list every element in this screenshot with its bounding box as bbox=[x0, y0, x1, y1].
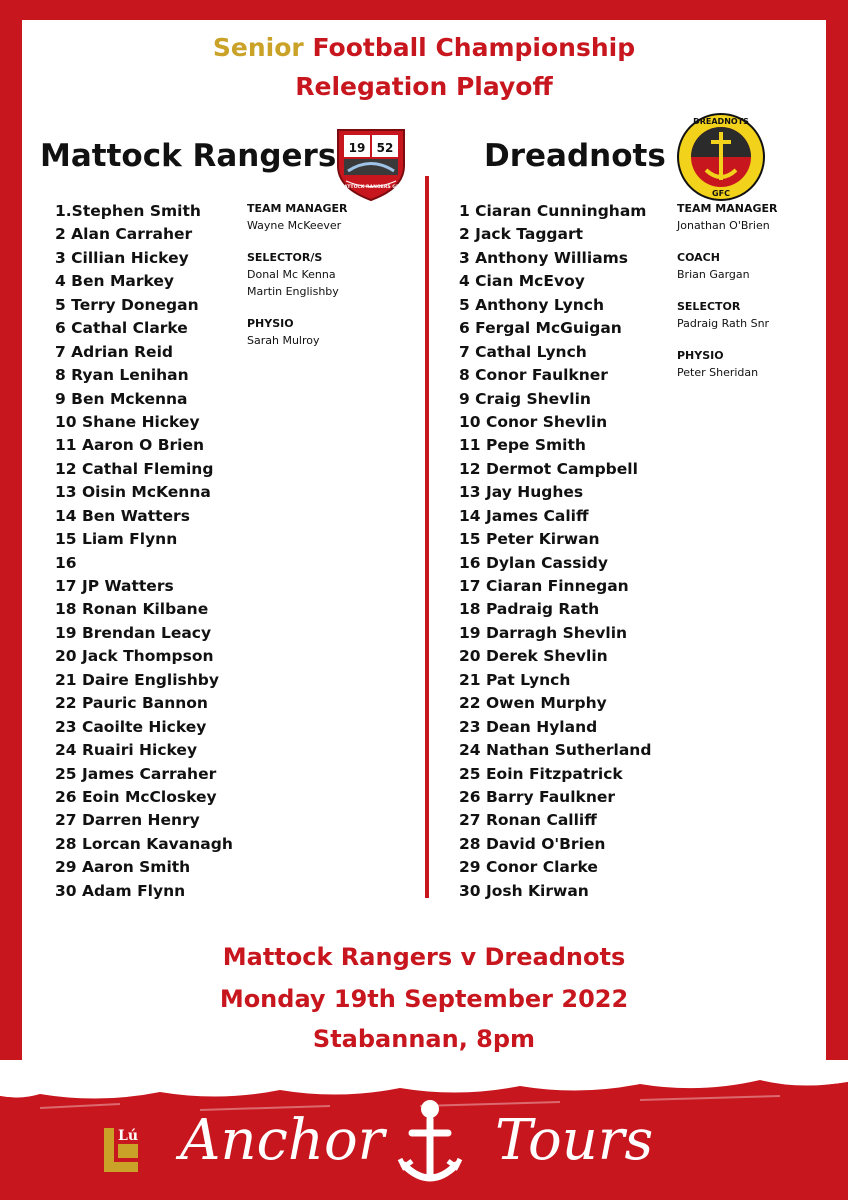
list-item: 11 Pepe Smith bbox=[459, 436, 586, 455]
list-item: 23 Dean Hyland bbox=[459, 717, 598, 736]
list-item: 30 Josh Kirwan bbox=[459, 881, 589, 900]
list-item: 8 Conor Faulkner bbox=[459, 366, 608, 385]
list-item: 25 James Carraher bbox=[55, 764, 217, 783]
list-item: 22 Owen Murphy bbox=[459, 694, 607, 713]
anchor-icon bbox=[390, 1095, 470, 1195]
staff-name: Brian Gargan bbox=[677, 268, 750, 281]
staff-name: Martin Englishby bbox=[247, 285, 339, 298]
list-item: 5 Terry Donegan bbox=[55, 295, 199, 314]
fixture-matchup: Mattock Rangers v Dreadnots bbox=[222, 943, 626, 971]
staff-group bbox=[247, 316, 348, 349]
staff-name: Sarah Mulroy bbox=[247, 334, 320, 347]
sponsor-wordmark-right: Tours bbox=[495, 1108, 654, 1173]
list-item: 17 Ciaran Finnegan bbox=[459, 577, 629, 595]
list-item: 3 Anthony Williams bbox=[459, 248, 629, 267]
list-item: 9 Ben Mckenna bbox=[55, 389, 188, 408]
staff-name: Padraig Rath Snr bbox=[677, 317, 770, 330]
list-item: 5 Anthony Lynch bbox=[459, 295, 605, 314]
list-item: 14 Ben Watters bbox=[55, 506, 190, 525]
lu-badge-icon bbox=[100, 1118, 144, 1178]
list-item: 23 Caoilte Hickey bbox=[55, 717, 207, 736]
list-item: 10 Shane Hickey bbox=[55, 412, 200, 431]
staff-group bbox=[677, 250, 778, 283]
staff-name: Donal Mc Kenna bbox=[247, 268, 336, 281]
list-item: 10 Conor Shevlin bbox=[459, 412, 608, 431]
competition-stage: Relegation Playoff bbox=[295, 72, 553, 101]
list-item: 24 Nathan Sutherland bbox=[459, 741, 652, 760]
competition-name: Football Championship bbox=[312, 33, 636, 62]
list-item: 17 JP Watters bbox=[55, 577, 174, 595]
list-item: 15 Peter Kirwan bbox=[459, 530, 600, 549]
list-item: 13 Oisin McKenna bbox=[55, 483, 211, 502]
away-staff bbox=[677, 201, 778, 397]
list-item: 2 Alan Carraher bbox=[55, 225, 193, 244]
home-team-name: Mattock Rangers bbox=[40, 138, 337, 174]
list-item: 14 James Califf bbox=[459, 506, 589, 525]
list-item: 21 Pat Lynch bbox=[459, 670, 571, 689]
away-team-name: Dreadnots bbox=[484, 138, 666, 174]
list-item: 26 Barry Faulkner bbox=[459, 787, 616, 806]
staff-role: TEAM MANAGER bbox=[677, 202, 778, 215]
list-item: 13 Jay Hughes bbox=[459, 483, 584, 502]
list-item: 29 Conor Clarke bbox=[459, 858, 598, 877]
fixture-venue: Stabannan, 8pm bbox=[312, 1025, 536, 1053]
staff-role: PHYSIO bbox=[247, 317, 294, 330]
list-item: 22 Pauric Bannon bbox=[55, 694, 208, 713]
list-item: 29 Aaron Smith bbox=[55, 858, 191, 877]
list-item: 20 Derek Shevlin bbox=[459, 647, 608, 666]
home-player-list bbox=[55, 200, 233, 903]
home-staff bbox=[247, 201, 348, 365]
staff-name: Wayne McKeever bbox=[247, 219, 342, 232]
list-item: 1.Stephen Smith bbox=[55, 202, 201, 220]
list-item: 8 Ryan Lenihan bbox=[55, 366, 189, 385]
list-item: 21 Daire Englishby bbox=[55, 670, 219, 689]
list-item: 15 Liam Flynn bbox=[55, 530, 178, 549]
team-divider bbox=[425, 176, 429, 898]
list-item: 16 Dylan Cassidy bbox=[459, 553, 608, 572]
crest-year-left: 19 bbox=[348, 141, 366, 155]
list-item: 2 Jack Taggart bbox=[459, 225, 584, 244]
list-item: 12 Cathal Fleming bbox=[55, 459, 214, 478]
list-item: 19 Darragh Shevlin bbox=[459, 623, 628, 642]
list-item: 3 Cillian Hickey bbox=[55, 248, 189, 267]
list-item: 28 David O'Brien bbox=[459, 834, 606, 853]
staff-group bbox=[247, 201, 348, 234]
list-item: 9 Craig Shevlin bbox=[459, 389, 591, 408]
staff-role: COACH bbox=[677, 251, 720, 264]
staff-role: PHYSIO bbox=[677, 349, 724, 362]
list-item: 25 Eoin Fitzpatrick bbox=[459, 764, 623, 783]
staff-group bbox=[677, 201, 778, 234]
list-item: 18 Padraig Rath bbox=[459, 600, 600, 619]
list-item: 26 Eoin McCloskey bbox=[55, 787, 217, 806]
list-item: 11 Aaron O Brien bbox=[55, 436, 205, 455]
list-item: 16 bbox=[55, 553, 77, 572]
competition-title bbox=[0, 33, 848, 62]
list-item: 18 Ronan Kilbane bbox=[55, 600, 209, 619]
list-item: 27 Darren Henry bbox=[55, 811, 200, 830]
staff-name: Jonathan O'Brien bbox=[677, 219, 770, 232]
list-item: 19 Brendan Leacy bbox=[55, 623, 212, 642]
list-item: 6 Fergal McGuigan bbox=[459, 319, 622, 338]
crest-label: MATTOCK RANGERS GFC bbox=[339, 185, 403, 190]
staff-role: TEAM MANAGER bbox=[247, 202, 348, 215]
lu-badge-text: Lú bbox=[117, 1128, 139, 1144]
staff-group bbox=[677, 299, 778, 332]
competition-level: Senior bbox=[212, 33, 304, 62]
list-item: 28 Lorcan Kavanagh bbox=[55, 834, 233, 853]
staff-role: SELECTOR/S bbox=[247, 251, 323, 264]
staff-group bbox=[247, 250, 348, 300]
list-item: 4 Ben Markey bbox=[55, 272, 174, 291]
crest-year-right: 52 bbox=[376, 141, 394, 155]
dreadnots-crest bbox=[676, 112, 766, 202]
crest-label: DREADNOTS bbox=[693, 117, 749, 126]
sponsor-wordmark-left: Anchor bbox=[180, 1108, 385, 1173]
list-item: 7 Adrian Reid bbox=[55, 342, 173, 361]
mattock-rangers-crest bbox=[332, 126, 410, 202]
list-item: 30 Adam Flynn bbox=[55, 881, 186, 900]
list-item: 4 Cian McEvoy bbox=[459, 272, 585, 291]
fixture-date: Monday 19th September 2022 bbox=[219, 985, 629, 1013]
away-player-list bbox=[459, 200, 651, 903]
list-item: 27 Ronan Calliff bbox=[459, 811, 597, 830]
list-item: 12 Dermot Campbell bbox=[459, 459, 638, 478]
list-item: 1 Ciaran Cunningham bbox=[459, 202, 647, 220]
staff-name: Peter Sheridan bbox=[677, 366, 759, 379]
staff-group bbox=[677, 348, 778, 381]
list-item: 24 Ruairi Hickey bbox=[55, 741, 198, 760]
list-item: 6 Cathal Clarke bbox=[55, 319, 188, 338]
list-item: 7 Cathal Lynch bbox=[459, 342, 587, 361]
crest-sub-label: GFC bbox=[712, 189, 730, 198]
staff-role: SELECTOR bbox=[677, 300, 741, 313]
list-item: 20 Jack Thompson bbox=[55, 647, 214, 666]
